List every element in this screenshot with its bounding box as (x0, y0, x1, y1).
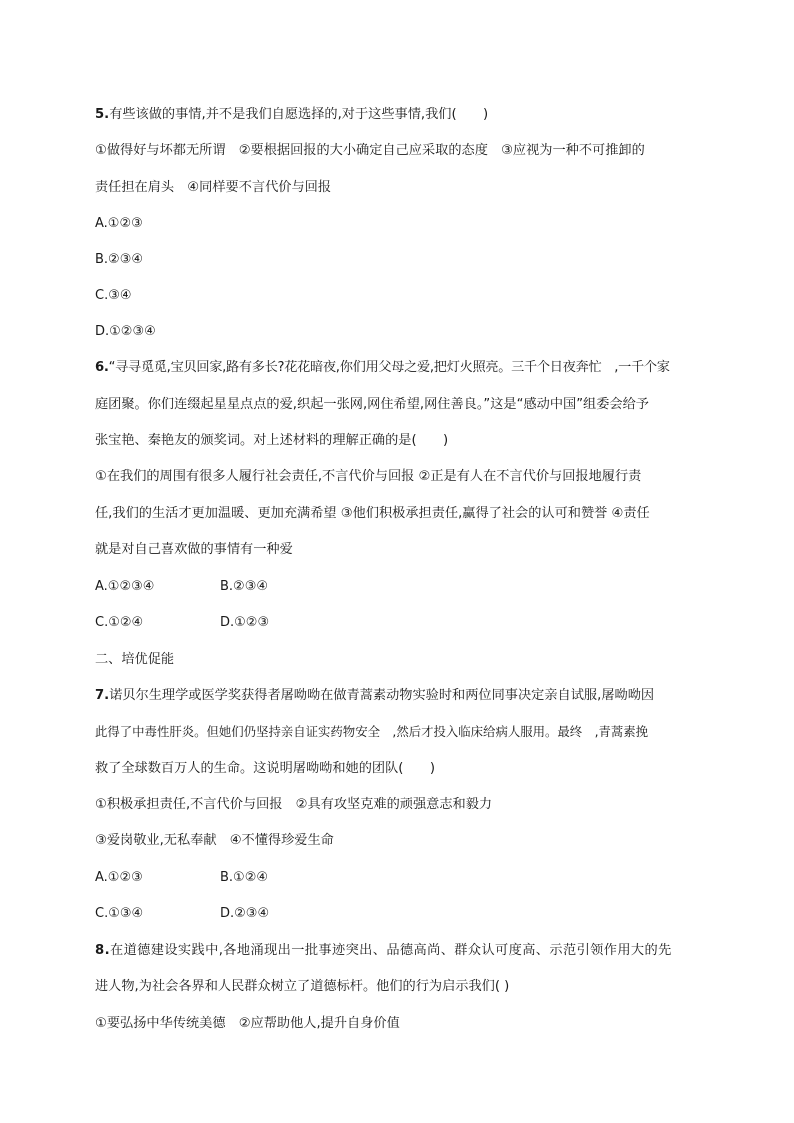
q6-option-c[interactable]: C.①②④ (95, 615, 144, 630)
q5-stem-text: 有些该做的事情,并不是我们自愿选择的,对于这些事情,我们( ) (109, 107, 489, 122)
q7-statements-line1: ①积极承担责任,不言代价与回报 ②具有攻坚克难的顽强意志和毅力 (95, 797, 493, 812)
q6-option-b[interactable]: B.②③④ (220, 579, 269, 594)
q8-stem-line2: 进人物,为社会各界和人民群众树立了道德标杆。他们的行为启示我们( ) (95, 979, 510, 994)
q5-option-a[interactable]: A.①②③ (95, 216, 143, 231)
q7-stem-line3: 救了全球数百万人的生命。这说明屠呦呦和她的团队( ) (95, 761, 435, 776)
q6-stem-line3: 张宝艳、秦艳友的颁奖词。对上述材料的理解正确的是( ) (95, 433, 449, 448)
q6-option-a[interactable]: A.①②③④ (95, 579, 155, 594)
section-title: 二、培优促能 (95, 652, 175, 667)
q7-option-c[interactable]: C.①③④ (95, 906, 144, 921)
q6-statements-line2: 任,我们的生活才更加温暖、更加充满希望 ③他们积极承担责任,赢得了社会的认可和赞誉 ④责任 (95, 506, 650, 521)
q5-option-d[interactable]: D.①②③④ (95, 324, 156, 339)
q6-stem-line1 (95, 359, 702, 377)
q6-stem-line2: 庭团聚。你们连缀起星星点点的爱,织起一张网,网住希望,网住善良。”这是“感动中国”组委会给予 (95, 397, 649, 412)
q7-option-d[interactable]: D.②③④ (220, 906, 270, 921)
q5-option-c[interactable]: C.③④ (95, 288, 132, 303)
q8-stem-line1 (95, 942, 702, 960)
q7-statements-line2: ③爱岗敬业,无私奉献 ④不懂得珍爱生命 (95, 833, 334, 848)
q6-stem-text: “寻寻觅觅,宝贝回家,路有多长?花花暗夜,你们用父母之爱,把灯火照亮。三千个日夜奔忙 ,一千个家 (108, 360, 670, 375)
q8-stem-text: 在道德建设实践中,各地涌现出一批事迹突出、品德高尚、群众认可度高、示范引领作用大的先 (110, 943, 672, 958)
q6-statements-line1: ①在我们的周围有很多人履行社会责任,不言代价与回报 ②正是有人在不言代价与回报地履行责 (95, 469, 642, 484)
q6-option-d[interactable]: D.①②③ (220, 615, 270, 630)
q7-option-a[interactable]: A.①②③ (95, 870, 143, 885)
q5-statements-line2: 责任担在肩头 ④同样要不言代价与回报 (95, 180, 332, 195)
q7-stem-line1 (95, 687, 702, 705)
q5-number: 5. (95, 107, 110, 122)
q5-statements-line1: ①做得好与坏都无所谓 ②要根据回报的大小确定自己应采取的态度 ③应视为一种不可推卸的 (95, 143, 645, 158)
q7-number: 7. (95, 688, 110, 703)
q5-option-b[interactable]: B.②③④ (95, 252, 144, 267)
q7-stem-text: 诺贝尔生理学或医学奖获得者屠呦呦在做青蒿素动物实验时和两位同事决定亲自试服,屠呦呦因 (109, 688, 655, 703)
q7-option-b[interactable]: B.①②④ (220, 870, 269, 885)
q6-number: 6. (95, 360, 109, 375)
q5-stem (95, 106, 702, 124)
q7-stem-line2: 此得了中毒性肝炎。但她们仍坚持亲自证实药物安全 ,然后才投入临床给病人服用。最终 ,青蒿素挽 (95, 724, 649, 739)
q6-statements-line3: 就是对自己喜欢做的事情有一种爱 (95, 542, 293, 557)
q8-statements-line1: ①要弘扬中华传统美德 ②应帮助他人,提升自身价值 (95, 1016, 400, 1031)
q8-number: 8. (95, 943, 110, 958)
